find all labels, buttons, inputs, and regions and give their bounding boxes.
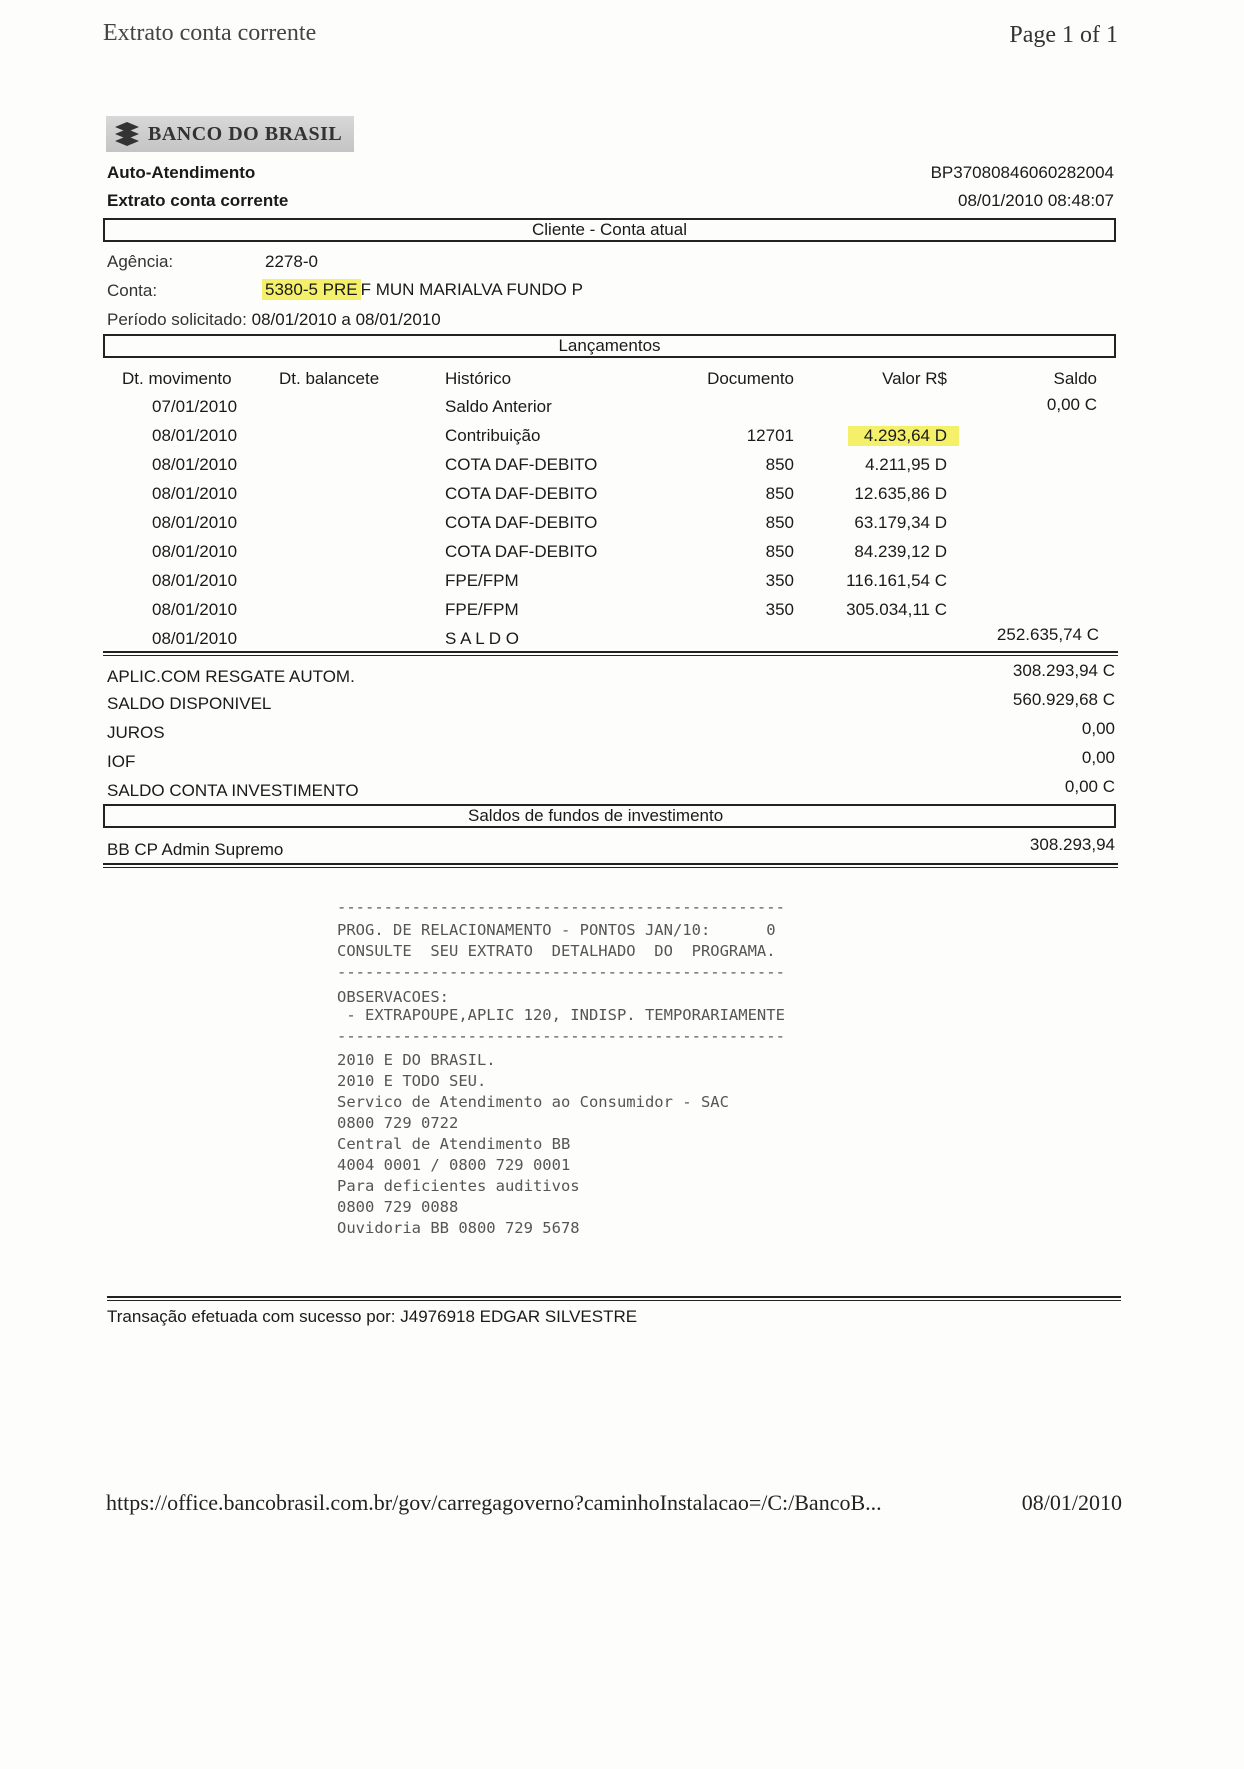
notes-prog-line-2: CONSULTE SEU EXTRATO DETALHADO DO PROGRAMA. (337, 942, 776, 960)
summary-value: 308.293,94 C (1012, 661, 1115, 680)
table-row (0, 397, 1244, 426)
agencia-value: 2278-0 (265, 252, 318, 271)
notes-line: Servico de Atendimento ao Consumidor - SAC (337, 1093, 729, 1111)
divider (103, 863, 1118, 865)
doc-header-code: BP37080846060282004 (930, 163, 1114, 182)
periodo-value: 08/01/2010 a 08/01/2010 (251, 310, 441, 329)
divider (103, 867, 1118, 868)
row-dt: 08/01/2010 (152, 542, 238, 561)
row-historico: COTA DAF-DEBITO (445, 455, 598, 474)
row-saldo: 252.635,74 C (996, 625, 1099, 644)
row-documento: 12701 (746, 426, 794, 445)
notes-line: Ouvidoria BB 0800 729 5678 (337, 1219, 580, 1237)
notes-line: 0800 729 0088 (337, 1198, 459, 1216)
row-dt: 08/01/2010 (152, 426, 238, 445)
doc-header-datetime: 08/01/2010 08:48:07 (958, 191, 1114, 210)
summary-row (0, 719, 1244, 752)
summary-value: 560.929,68 C (1012, 690, 1115, 709)
summary-label: SALDO CONTA INVESTIMENTO (107, 781, 359, 800)
conta-value-rest: F MUN MARIALVA FUNDO P (360, 280, 583, 299)
row-dt: 08/01/2010 (152, 600, 238, 619)
row-valor: 116.161,54 C (846, 571, 947, 590)
table-header (0, 369, 1244, 398)
col-valor: Valor R$ (882, 369, 947, 388)
row-dt: 08/01/2010 (152, 455, 238, 474)
table-row (0, 455, 1244, 484)
table-row-saldo (0, 625, 1244, 658)
row-documento: 350 (765, 600, 794, 619)
notes-dash-2: ------------------------------------------------ (337, 963, 785, 981)
periodo-line (107, 310, 441, 330)
row-dt: 08/01/2010 (152, 513, 238, 532)
conta-label: Conta: (107, 281, 158, 300)
row-historico: COTA DAF-DEBITO (445, 513, 598, 532)
fundo-label: BB CP Admin Supremo (107, 840, 284, 859)
notes-line: 4004 0001 / 0800 729 0001 (337, 1156, 571, 1174)
notes-line: 2010 E TODO SEU. (337, 1072, 487, 1090)
row-documento: 850 (765, 513, 794, 532)
row-valor: 305.034,11 C (846, 600, 947, 619)
bank-logo (106, 116, 354, 152)
notes-line: Para deficientes auditivos (337, 1177, 580, 1195)
row-historico: Contribuição (445, 426, 541, 445)
notes-dash-3: ------------------------------------------------ (337, 1027, 785, 1045)
row-valor: 4.211,95 D (865, 455, 947, 474)
summary-row (0, 690, 1244, 723)
lancamentos-section-bar: Lançamentos (103, 334, 1116, 358)
row-saldo: 0,00 C (1046, 395, 1097, 414)
fundos-section-bar: Saldos de fundos de investimento (103, 804, 1116, 828)
banco-do-brasil-logo-icon (112, 121, 142, 147)
notes-obs-title: OBSERVACOES: (337, 988, 449, 1006)
table-row (0, 542, 1244, 571)
row-dt: 08/01/2010 (152, 629, 238, 648)
notes-dash-1: ------------------------------------------------ (337, 898, 785, 916)
col-dt-movimento: Dt. movimento (122, 369, 232, 388)
row-documento: 350 (765, 571, 794, 590)
row-historico: FPE/FPM (445, 571, 519, 590)
row-historico: FPE/FPM (445, 600, 519, 619)
conta-value-highlighted: 5380-5 PRE (262, 279, 361, 300)
notes-obs-line: - EXTRAPOUPE,APLIC 120, INDISP. TEMPORARIAMENTE (337, 1006, 785, 1024)
divider (103, 655, 1118, 656)
divider (107, 1300, 1121, 1301)
divider (107, 1296, 1121, 1298)
row-historico: S A L D O (445, 629, 520, 648)
print-header-title: Extrato conta corrente (103, 20, 317, 46)
transacao-text: Transação efetuada com sucesso por: J4976918 EDGAR SILVESTRE (107, 1307, 638, 1326)
table-row (0, 426, 1244, 455)
doc-header-title: Extrato conta corrente (107, 191, 289, 210)
row-valor: 84.239,12 D (854, 542, 947, 561)
row-valor: 63.179,34 D (854, 513, 947, 532)
col-saldo: Saldo (1053, 369, 1097, 388)
row-dt: 07/01/2010 (152, 397, 238, 416)
notes-line: Central de Atendimento BB (337, 1135, 571, 1153)
divider (103, 651, 1118, 653)
summary-label: JUROS (107, 723, 165, 742)
print-footer-url: https://office.bancobrasil.com.br/gov/carregagoverno?caminhoInstalacao=/C:/BancoB... (106, 1490, 882, 1515)
col-dt-balancete: Dt. balancete (279, 369, 380, 388)
row-dt: 08/01/2010 (152, 484, 238, 503)
row-documento: 850 (765, 542, 794, 561)
notes-prog-line-1: PROG. DE RELACIONAMENTO - PONTOS JAN/10: 0 (337, 921, 776, 939)
notes-line: 0800 729 0722 (337, 1114, 459, 1132)
summary-row (0, 748, 1244, 781)
bank-logo-text: BANCO DO BRASIL (148, 122, 343, 145)
print-footer-date: 08/01/2010 (1021, 1490, 1122, 1515)
summary-label: SALDO DISPONIVEL (107, 694, 272, 713)
row-historico: Saldo Anterior (445, 397, 552, 416)
summary-value: 0,00 (1081, 748, 1115, 767)
fundo-value: 308.293,94 (1029, 835, 1115, 854)
summary-value: 0,00 C (1064, 777, 1115, 796)
table-row (0, 513, 1244, 542)
row-documento: 850 (765, 484, 794, 503)
row-historico: COTA DAF-DEBITO (445, 542, 598, 561)
col-historico: Histórico (445, 369, 512, 388)
cliente-section-bar: Cliente - Conta atual (103, 218, 1116, 242)
row-valor-highlighted: 4.293,64 D (848, 426, 959, 446)
table-row (0, 571, 1244, 600)
row-historico: COTA DAF-DEBITO (445, 484, 598, 503)
doc-header-channel: Auto-Atendimento (107, 163, 256, 182)
row-dt: 08/01/2010 (152, 571, 238, 590)
summary-value: 0,00 (1081, 719, 1115, 738)
col-documento: Documento (707, 369, 794, 388)
print-header-page: Page 1 of 1 (1009, 22, 1118, 48)
notes-line: 2010 E DO BRASIL. (337, 1051, 496, 1069)
periodo-label: Período solicitado: (107, 310, 247, 329)
table-row (0, 484, 1244, 513)
summary-label: APLIC.COM RESGATE AUTOM. (107, 667, 355, 686)
conta-value (262, 280, 583, 300)
row-documento: 850 (765, 455, 794, 474)
row-valor: 12.635,86 D (854, 484, 947, 503)
agencia-label: Agência: (107, 252, 174, 271)
summary-label: IOF (107, 752, 136, 771)
